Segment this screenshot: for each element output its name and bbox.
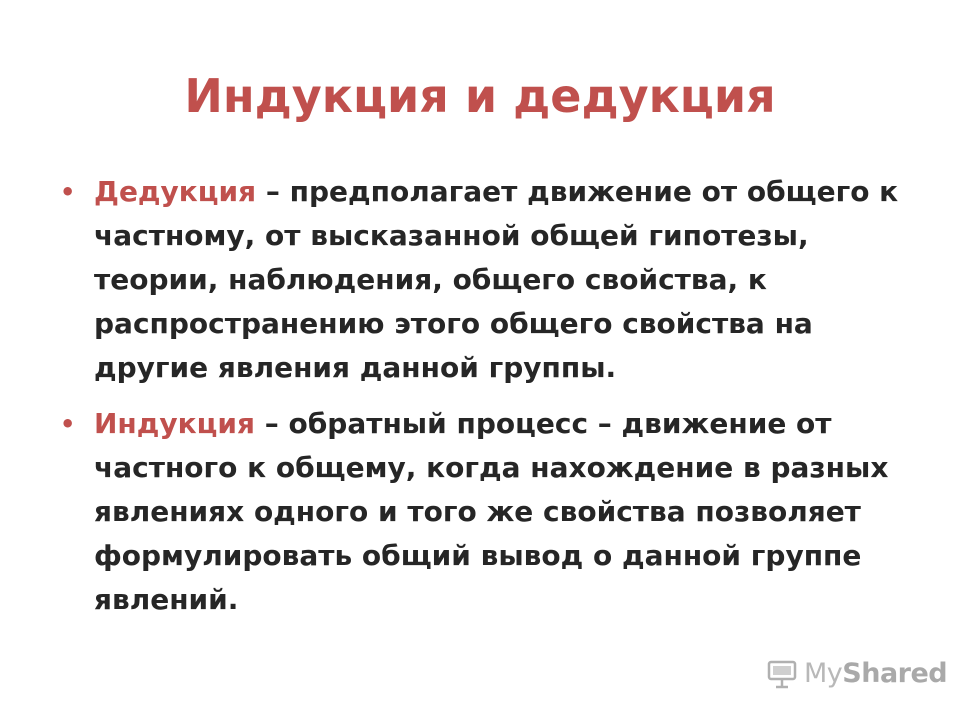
bullet-item-deduction: [60, 170, 920, 390]
bullet-text: – предполагает движение от общего к частному, от высказанной общей гипотезы, теории, наблюдения, общего свойства, к распространению этого общего свойства на другие явления данной группы.: [94, 175, 899, 384]
bullet-term: Индукция: [94, 407, 255, 440]
bullet-marker: •: [60, 410, 76, 438]
bullet-marker: •: [60, 178, 76, 206]
watermark-prefix: My: [804, 658, 843, 689]
bullet-text: – обратный процесс – движение от частного к общему, когда нахождение в разных явлениях одного и того же свойства позволяет формулировать общий вывод о данной группе явлений.: [94, 407, 889, 616]
watermark-text: [804, 656, 947, 692]
presentation-board-icon: [766, 659, 800, 689]
bullet-term: Дедукция: [94, 175, 257, 208]
bullet-item-induction: [60, 402, 920, 622]
watermark-suffix: Shared: [842, 658, 948, 689]
slide-title: Индукция и дедукция: [184, 69, 776, 123]
watermark-logo: [766, 656, 947, 692]
bullet-list: [60, 170, 920, 634]
